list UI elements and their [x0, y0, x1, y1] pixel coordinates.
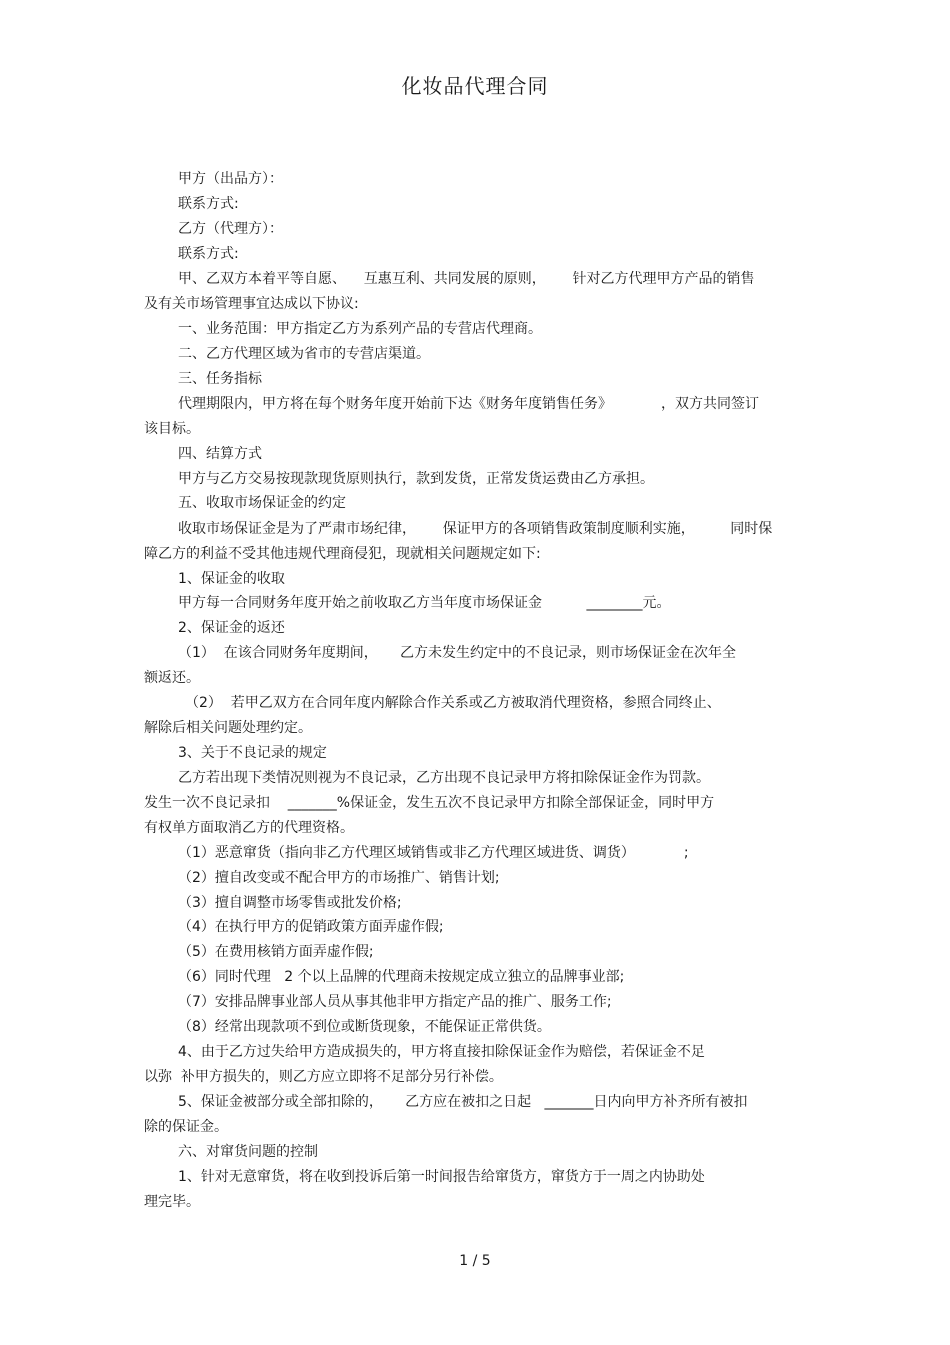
text-line: 收取市场保证金是为了严肃市场纪律， 保证甲方的各项销售政策制度顺利实施， 同时保	[178, 521, 773, 537]
text-line: （8）经常出现款项不到位或断货现象，不能保证正常供货。	[178, 1019, 551, 1035]
text-line: 该目标。	[144, 421, 200, 437]
text-line: 四、结算方式	[178, 446, 262, 462]
text-line: （4）在执行甲方的促销政策方面弄虚作假;	[178, 919, 444, 935]
text-line: 3、关于不良记录的规定	[178, 745, 327, 761]
text-line: 甲、乙双方本着平等自愿、 互惠互利、共同发展的原则， 针对乙方代理甲方产品的销售	[178, 271, 755, 287]
text-line: 二、乙方代理区域为省市的专营店渠道。	[178, 346, 430, 362]
text-line: 甲方（出品方）：	[178, 171, 283, 187]
page-title: 化妆品代理合同	[401, 74, 549, 98]
text-line: （5）在费用核销方面弄虚作假;	[178, 944, 374, 960]
text-line: 乙方（代理方）：	[178, 221, 283, 237]
text-line: 有权单方面取消乙方的代理资格。	[144, 820, 354, 836]
text-line: 五、收取市场保证金的约定	[178, 495, 346, 511]
text-line: 乙方若出现下类情况则视为不良记录，乙方出现不良记录甲方将扣除保证金作为罚款。	[178, 770, 710, 786]
text-line: 5、保证金被部分或全部扣除的， 乙方应在被扣之日起 _______日内向甲方补齐所有被扣	[178, 1094, 748, 1110]
text-line: 一、业务范围：甲方指定乙方为系列产品的专营店代理商。	[178, 321, 542, 337]
text-line: 甲方每一合同财务年度开始之前收取乙方当年度市场保证金 ________元。	[178, 595, 671, 611]
text-line: （1）恶意窜货（指向非乙方代理区域销售或非乙方代理区域进货、调货） ;	[178, 845, 689, 861]
text-line: 三、任务指标	[178, 371, 262, 387]
text-line: 1、保证金的收取	[178, 571, 285, 587]
page-number: 1 / 5	[459, 1253, 491, 1269]
text-line: 4、由于乙方过失给甲方造成损失的，甲方将直接扣除保证金作为赔偿，若保证金不足	[178, 1044, 705, 1060]
text-line: 除的保证金。	[144, 1119, 228, 1135]
text-line: 2、保证金的返还	[178, 620, 285, 636]
text-line: 联系方式:	[178, 246, 239, 262]
text-line: 六、对窜货问题的控制	[178, 1144, 318, 1160]
text-line: （2） 若甲乙双方在合同年度内解除合作关系或乙方被取消代理资格，参照合同终止、	[185, 695, 721, 711]
text-line: 发生一次不良记录扣 _______%保证金，发生五次不良记录甲方扣除全部保证金，同时甲方	[144, 795, 715, 811]
text-line: 及有关市场管理事宜达成以下协议:	[144, 296, 359, 312]
text-line: 额返还。	[144, 670, 200, 686]
text-line: （7）安排品牌事业部人员从事其他非甲方指定产品的推广、服务工作;	[178, 994, 612, 1010]
text-line: 甲方与乙方交易按现款现货原则执行，款到发货，正常发货运费由乙方承担。	[178, 471, 654, 487]
text-line: 以弥 补甲方损失的，则乙方应立即将不足部分另行补偿。	[144, 1069, 503, 1085]
text-line: （6）同时代理 2 个以上品牌的代理商未按规定成立独立的品牌事业部;	[178, 969, 625, 985]
text-line: 1、针对无意窜货，将在收到投诉后第一时间报告给窜货方，窜货方于一周之内协助处	[178, 1169, 705, 1185]
text-line: （1） 在该合同财务年度期间， 乙方未发生约定中的不良记录，则市场保证金在次年全	[178, 645, 737, 661]
text-line: （2）擅自改变或不配合甲方的市场推广、销售计划;	[178, 870, 500, 886]
text-line: 障乙方的利益不受其他违规代理商侵犯，现就相关问题规定如下:	[144, 546, 541, 562]
text-line: （3）擅自调整市场零售或批发价格;	[178, 895, 402, 911]
text-line: 解除后相关问题处理约定。	[144, 720, 312, 736]
text-line: 代理期限内，甲方将在每个财务年度开始前下达《财务年度销售任务》 ，双方共同签订	[178, 396, 759, 412]
text-line: 理完毕。	[144, 1194, 200, 1210]
text-line: 联系方式:	[178, 196, 239, 212]
